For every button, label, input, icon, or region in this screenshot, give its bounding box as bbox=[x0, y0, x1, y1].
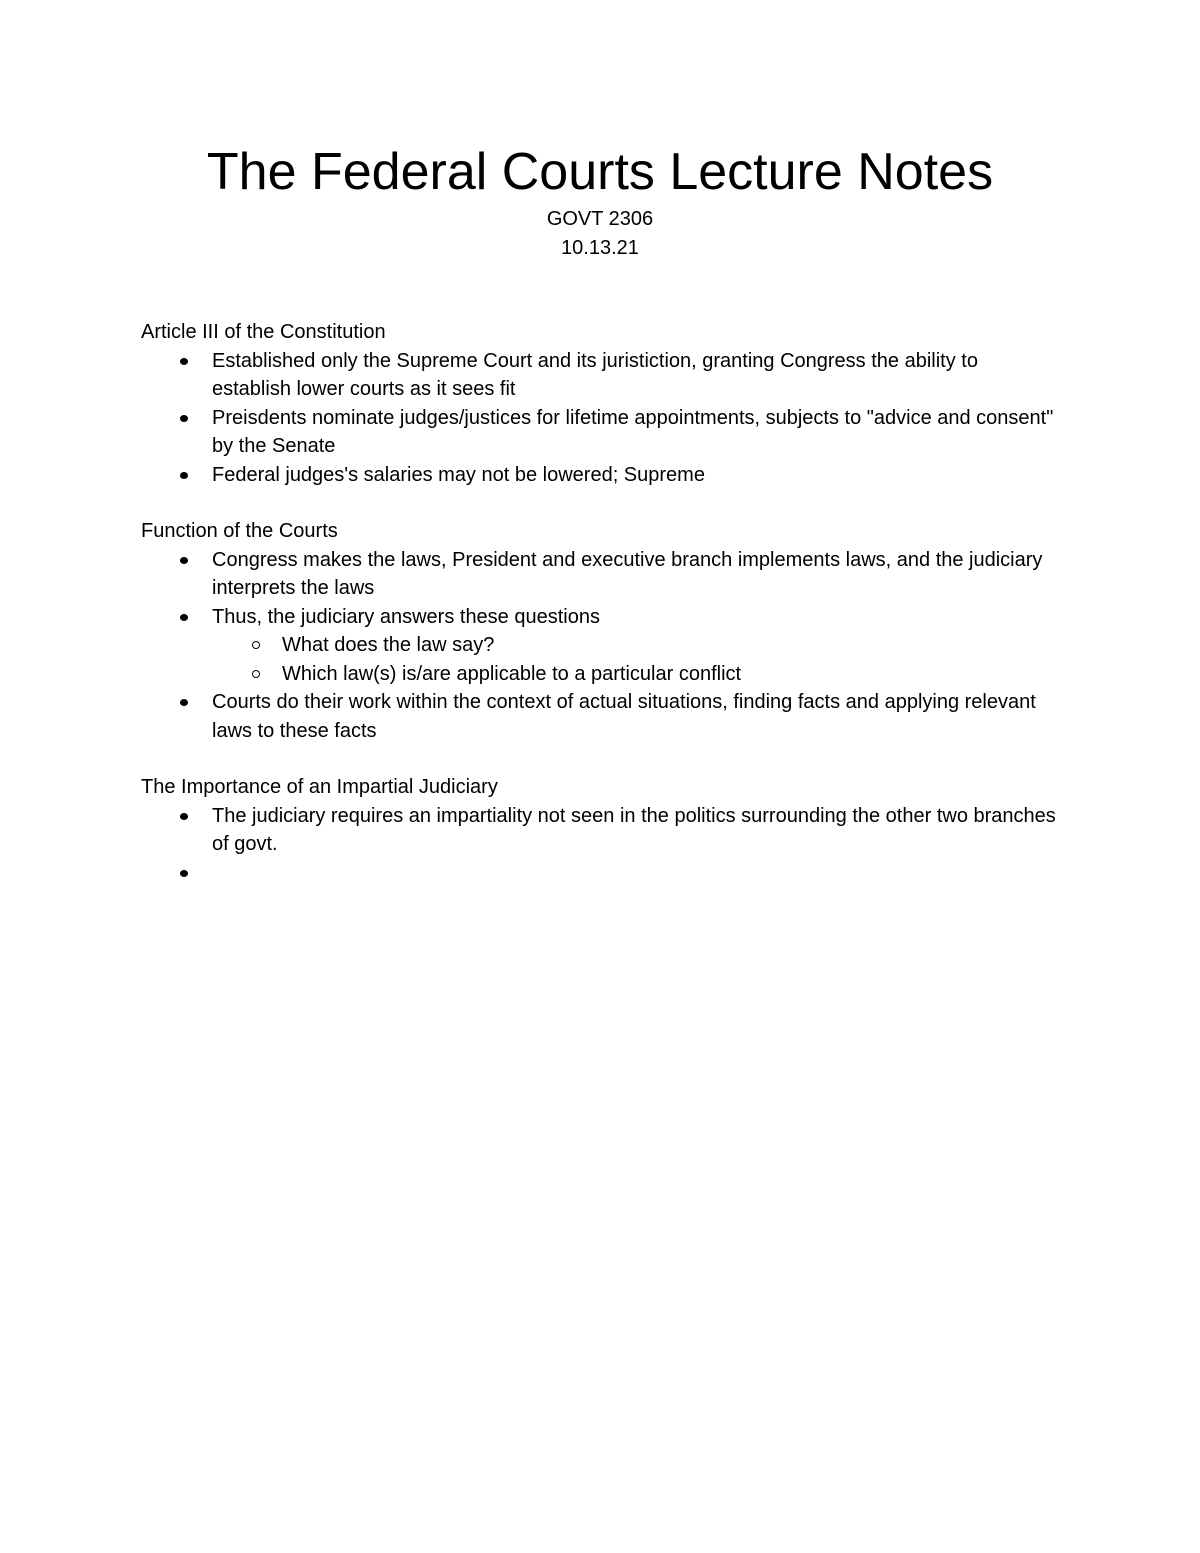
hollow-bullet-icon bbox=[252, 641, 260, 649]
list-item-text: Courts do their work within the context of actual situations, finding facts and applying relevant laws to these facts bbox=[212, 691, 1036, 742]
list-item-text: Congress makes the laws, President and executive branch implements laws, and the judiciary interprets the laws bbox=[212, 548, 1043, 599]
bullet-list bbox=[141, 802, 1061, 888]
list-item bbox=[141, 603, 1061, 689]
bullet-icon bbox=[180, 472, 188, 479]
bullet-icon bbox=[180, 813, 188, 820]
list-item bbox=[141, 461, 1061, 490]
list-item-text: Federal judges's salaries may not be lowered; Supreme bbox=[212, 463, 705, 486]
sub-list-item bbox=[141, 660, 1061, 689]
list-item bbox=[141, 546, 1061, 603]
sub-list-item-text: What does the law say? bbox=[282, 634, 495, 656]
page-title: The Federal Courts Lecture Notes bbox=[206, 143, 994, 201]
bullet-icon bbox=[180, 870, 188, 877]
bullet-list bbox=[141, 347, 1061, 490]
bullet-icon bbox=[180, 557, 188, 564]
list-item-text: Thus, the judiciary answers these questions bbox=[212, 605, 600, 628]
list-item-text: Preisdents nominate judges/justices for lifetime appointments, subjects to "advice and consent" by the Senate bbox=[212, 406, 1054, 457]
section-heading: The Importance of an Impartial Judiciary bbox=[141, 776, 498, 798]
list-item bbox=[141, 688, 1061, 745]
bullet-icon bbox=[180, 415, 188, 422]
hollow-bullet-icon bbox=[252, 670, 260, 678]
list-item bbox=[141, 404, 1061, 461]
section-heading: Function of the Courts bbox=[141, 520, 338, 542]
list-item-text: The judiciary requires an impartiality not seen in the politics surrounding the other two branches of govt. bbox=[212, 804, 1056, 855]
bullet-icon bbox=[180, 358, 188, 365]
sub-list-item-text: Which law(s) is/are applicable to a particular conflict bbox=[282, 662, 742, 685]
list-item-text: Established only the Supreme Court and its juristiction, granting Congress the ability to establish lower courts as it sees fit bbox=[212, 349, 978, 400]
bullet-icon bbox=[180, 699, 188, 706]
bullet-list bbox=[141, 546, 1061, 746]
sub-bullet-list bbox=[141, 631, 1061, 688]
section-article-iii bbox=[141, 318, 1061, 489]
bullet-icon bbox=[180, 614, 188, 621]
list-item bbox=[141, 859, 1061, 888]
list-item bbox=[141, 802, 1061, 859]
section-heading: Article III of the Constitution bbox=[141, 321, 386, 343]
list-item bbox=[141, 347, 1061, 404]
sub-list-item bbox=[141, 631, 1061, 660]
section-impartial-judiciary bbox=[141, 773, 1061, 887]
section-function-of-courts bbox=[141, 517, 1061, 745]
lecture-date: 10.13.21 bbox=[561, 237, 639, 259]
course-code: GOVT 2306 bbox=[546, 208, 654, 230]
